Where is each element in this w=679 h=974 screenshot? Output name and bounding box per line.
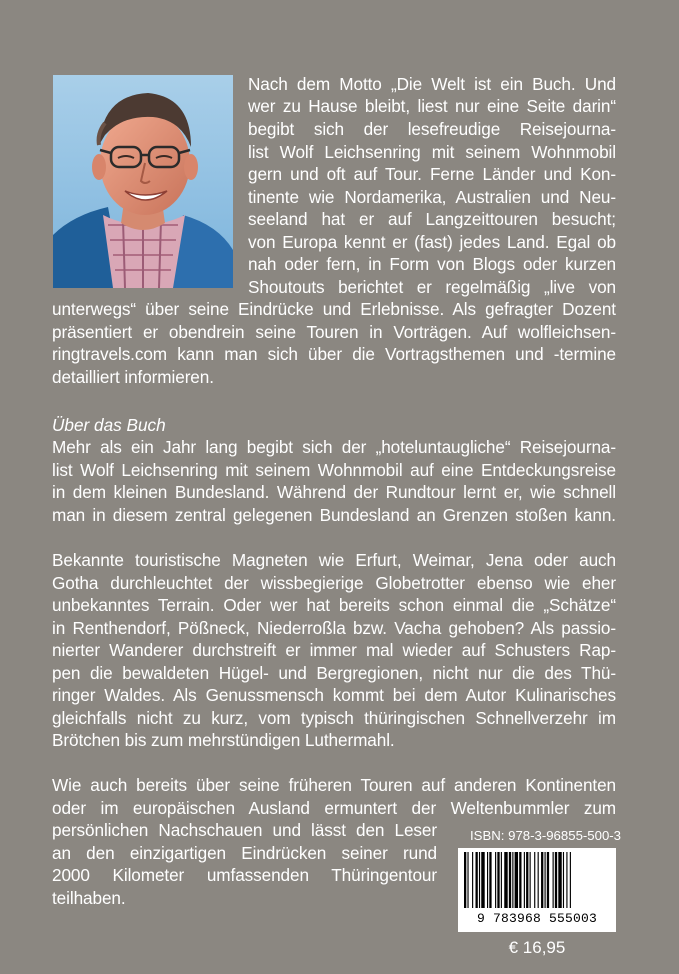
text-line: Wie auch bereits über seine früheren Touren auf anderen Kontinenten (52, 775, 616, 795)
text-line: Gotha durchleuchtet der wissbegierige Globetrotter ebenso wie eher (52, 573, 616, 593)
barcode-bar (509, 852, 511, 908)
bio-line: unterwegs“ über seine Eindrücke und Erlebnisse. Als gefragter Dozent (52, 299, 616, 319)
barcode-bar (467, 852, 468, 908)
text-line: oder im europäischen Ausland ermuntert der Weltenbummler zum (52, 798, 616, 818)
text-line: nierter Wanderer durchstreift er immer mal wieder auf Schusters Rap- (52, 640, 616, 660)
text-line: Mehr als ein Jahr lang begibt sich der „hoteluntaugliche“ Reisejourna- (52, 437, 616, 457)
barcode-bar (476, 852, 478, 908)
barcode-bar (566, 852, 567, 908)
text-line: in Renthendorf, Pößneck, Niederroßla bzw. Vacha gehoben? Als passio- (52, 618, 616, 638)
text-line: gleichfalls nicht zu kurz, vom typisch thüringischen Schnellverzehr im (52, 708, 616, 728)
text-line: teilhaben. (52, 888, 126, 908)
barcode-bar (524, 852, 525, 908)
barcode-bar (497, 852, 499, 908)
bio-line: gern und oft auf Tour. Ferne Länder und Kon- (248, 164, 616, 184)
text-line: unbekanntes Terrain. Oder wer hat bereits schon einmal die „Schätze“ (52, 595, 616, 615)
text-line: Brötchen bis zum mehrstündigen Luthermahl. (52, 730, 395, 750)
barcode-bar (558, 852, 561, 908)
text-line: man in diesem zentral gelegenen Bundesland an Grenzen stoßen kann. (52, 505, 616, 525)
bio-line: nah oder fern, in Form von Blogs oder kurzen (248, 254, 616, 274)
barcode-bar (501, 852, 502, 908)
barcode-bar (489, 852, 491, 908)
text-line: Bekannte touristische Magneten wie Erfurt, Weimar, Jena oder auch (52, 550, 616, 570)
text-line: ringer Waldes. Als Genussmensch kommt bei dem Autor Kulinarisches (52, 685, 616, 705)
text-line: persönlichen Nachschauen und lässt den Leser (52, 820, 437, 840)
barcode-bar (512, 852, 513, 908)
barcode-digits: 9 783968 555003 (476, 911, 598, 926)
barcode-bar (519, 852, 521, 908)
bio-line: von Europa kennt er (fast) jedes Land. Egal ob (248, 232, 616, 252)
bio-line: detailliert informieren. (52, 367, 214, 387)
text-line: in dem kleinen Bundesland. Während der Rundtour lernt er, wie schnell (52, 482, 616, 502)
barcode-bar (570, 852, 571, 908)
bio-line: ringtravels.com kann man sich über die Vortragsthemen und -termine (52, 344, 616, 364)
barcode-bar (538, 852, 539, 908)
barcode-bar (547, 852, 549, 908)
barcode-bar (472, 852, 473, 908)
barcode-bar (504, 852, 507, 908)
price: € 16,95 (508, 938, 566, 957)
barcode-bar (530, 852, 531, 908)
barcode-bar (555, 852, 557, 908)
text-line: 2000 Kilometer umfassenden Thüringentour (52, 865, 437, 885)
barcode-bar (479, 852, 480, 908)
barcode-bar (526, 852, 528, 908)
barcode-bar (464, 852, 466, 908)
bio-line: tinente wie Nordamerika, Australien und Neu- (248, 187, 616, 207)
text-line: pen die bewaldeten Hügel- und Bergregionen, nicht nur die des Thü- (52, 663, 616, 683)
barcode-bar (563, 852, 564, 908)
barcode-bar (534, 852, 535, 908)
barcode-bar (495, 852, 496, 908)
barcode-bar (553, 852, 554, 908)
bio-line: Shoutouts berichtet er regelmäßig „live von (248, 277, 616, 297)
isbn-label: ISBN: 978-3-96855-500-3 (470, 828, 622, 843)
barcode-bar (515, 852, 518, 908)
author-photo (53, 75, 233, 288)
barcode-bar (481, 852, 484, 908)
bio-line: list Wolf Leichsenring mit seinem Wohnmobil (248, 142, 616, 162)
barcode-bar (541, 852, 543, 908)
bio-line: begibt sich der lesefreudige Reisejourna- (248, 119, 616, 139)
bio-line: präsentiert er obendrein seine Touren in Vorträgen. Auf wolfleichsen- (52, 322, 616, 342)
barcode-bar (487, 852, 488, 908)
text-line: list Wolf Leichsenring mit seinem Wohnmobil auf eine Entdeckungsreise (52, 460, 616, 480)
barcode-bar (545, 852, 546, 908)
text-line: an den einzigartigen Eindrücken seiner rund (52, 843, 437, 863)
section-heading: Über das Buch (52, 415, 166, 435)
barcode-bars (458, 848, 616, 910)
bio-line: Nach dem Motto „Die Welt ist ein Buch. Und (248, 74, 616, 94)
bio-line: wer zu Hause bleibt, liest nur eine Seite darin“ (248, 96, 616, 116)
bio-line: seeland hat er auf Langzeittouren besucht; (248, 209, 616, 229)
